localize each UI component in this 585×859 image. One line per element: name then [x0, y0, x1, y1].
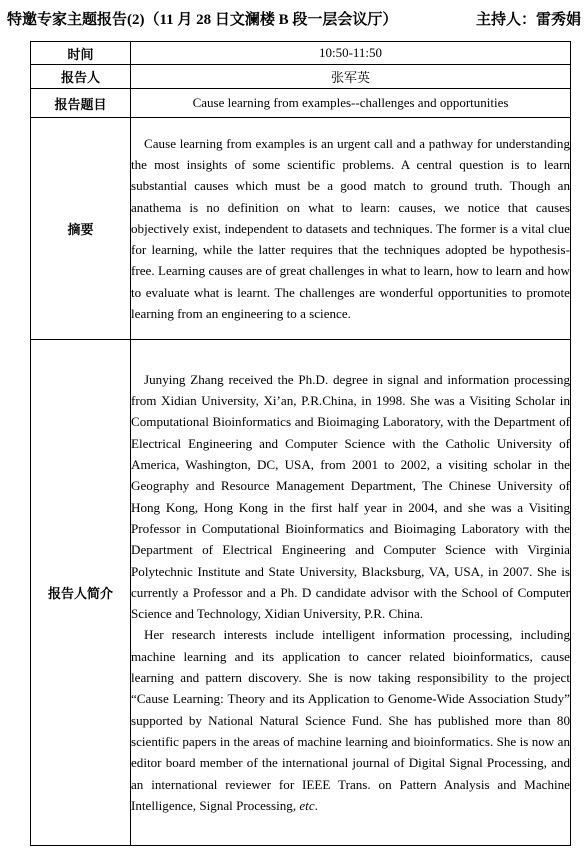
report-info-table	[30, 41, 571, 846]
bio-etc-text: etc	[299, 797, 315, 813]
table-row-time	[31, 42, 571, 65]
abstract-cell	[131, 118, 571, 340]
bio-paragraph-2-text: Her research interests include intelligent information processing, including machine learning and its application to cancer related bioinformatics, cause learning and pattern discovery. She is now taking responsibility to the project “Cause Learning: Theory and its Application to Genome-Wide Association Study” supported by National Natural Science Fund. She has published more than 80 scientific papers in the areas of machine learning and bioinformatics. She is now an editor board member of the international journal of Digital Signal Processing, and an international reviewer for IEEE Trans. on Pattern Analysis and Machine Intelligence, Signal Processing,	[131, 627, 570, 813]
topic-label: 报告题目	[31, 89, 131, 118]
abstract-label: 摘要	[31, 118, 131, 340]
table-row-bio	[31, 340, 571, 846]
host-name: 主持人：雷秀娟	[475, 12, 581, 28]
session-title: 特邀专家主题报告(2)（11 月 28 日文澜楼 B 段一层会议厅）	[7, 12, 398, 28]
bio-paragraph-1: Junying Zhang received the Ph.D. degree in signal and information processing from Xidian University, Xi’an, P.R.China, in 1998. She was a Visiting Scholar in Computational Bioinformatics and Bioimaging Laboratory, with the Department of Electrical Engineering and Computer Science with the Catholic University of America, Washington, DC, USA, from 2001 to 2002, a visiting scholar in the Geography and Resource Management Department, The Chinese University of Hong Kong, Hong Kong in the first half year in 2004, and she was a Visiting Professor in Computational Bioinformatics and Bioimaging Laboratory with the Department of Electrical Engineering and Computer Science with Virginia Polytechnic Institute and State University, Blacksburg, VA, USA, in 2007. She is currently a Professor and a Ph. D candidate advisor with the School of Computer Science and Technology, Xidian University, P.R. China.	[131, 371, 570, 622]
speaker-value: 张军英	[131, 65, 571, 89]
bio-paragraph-2	[131, 624, 570, 816]
document-header	[7, 6, 581, 30]
bio-label: 报告人简介	[31, 340, 131, 846]
abstract-text: Cause learning from examples is an urgent call and a pathway for understanding the most insights of some scientific problems. A central question is to learn substantial causes which must be a good match to ground truth. Though an anathema is no definition on what to learn: causes, we notice that causes objectively exist, independent to datasets and techniques. The former is a vital clue for learning, while the latter requires that the techniques adopted be hypothesis-free. Learning causes are of great challenges in what to learn, how to learn and how to evaluate what is learnt. The challenges are wonderful opportunities to promote learning from an engineering to a science.	[131, 135, 570, 322]
bio-paragraph-2-end: .	[314, 797, 318, 813]
speaker-label: 报告人	[31, 65, 131, 89]
table-row-topic	[31, 89, 571, 118]
table-row-speaker	[31, 65, 571, 89]
time-value: 10:50-11:50	[131, 42, 571, 65]
bio-cell	[131, 340, 571, 846]
time-label: 时间	[31, 42, 131, 65]
topic-value: Cause learning from examples--challenges and opportunities	[131, 89, 571, 118]
table-row-abstract	[31, 118, 571, 340]
